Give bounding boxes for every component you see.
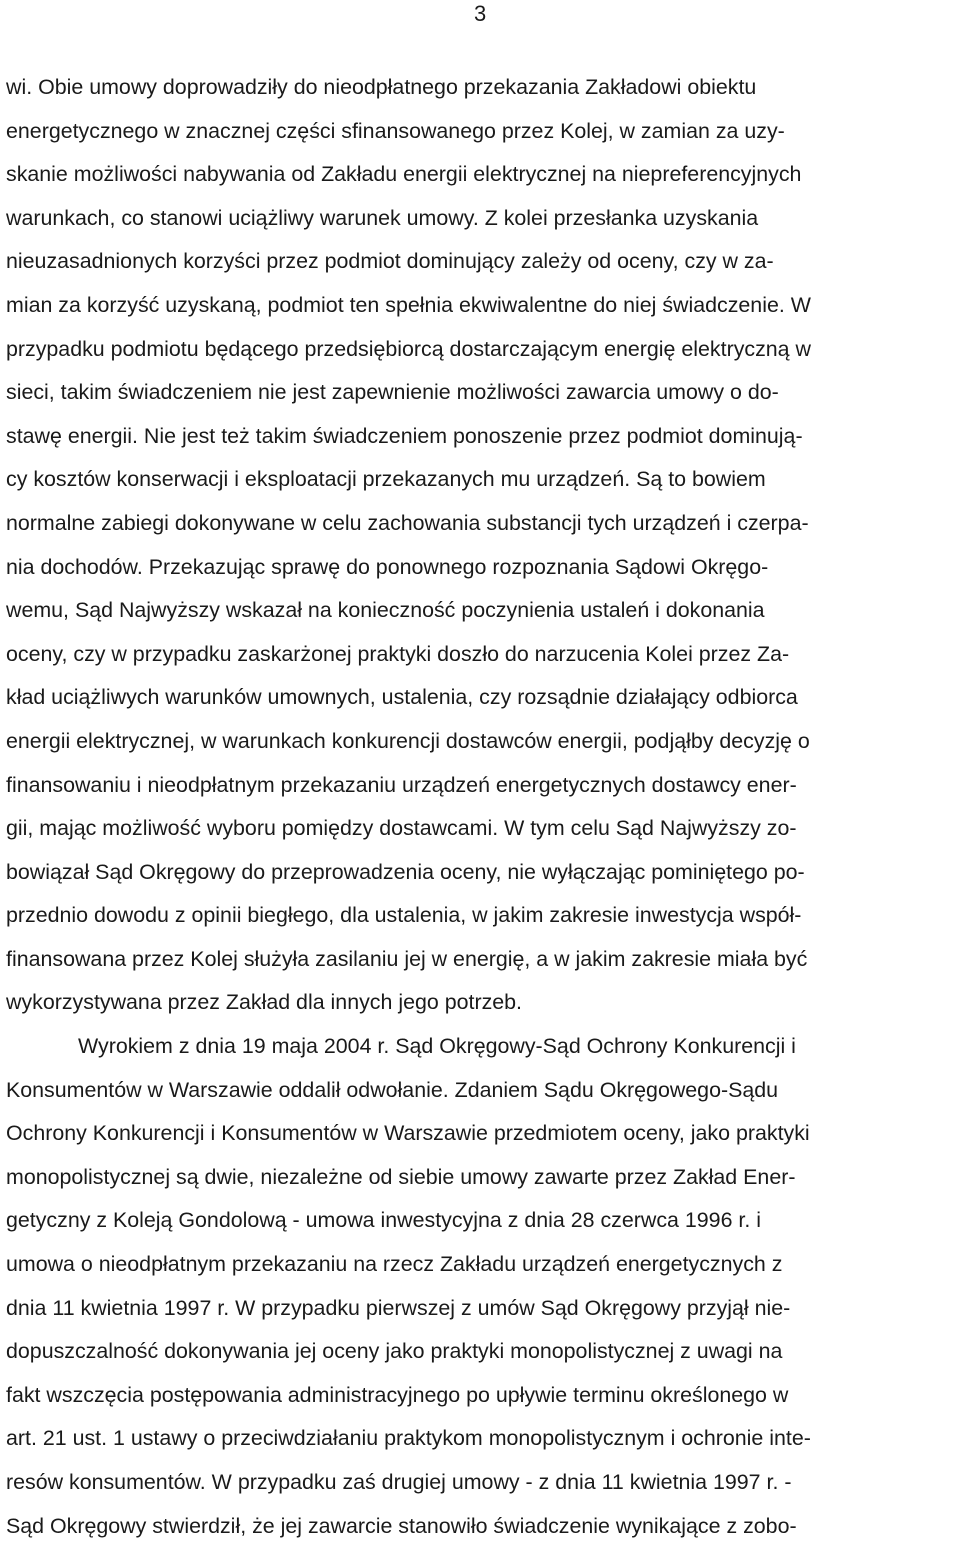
text-line: nieuzasadnionych korzyści przez podmiot dominujący zależy od oceny, czy w za- [6, 249, 774, 274]
text-line: przypadku podmiotu będącego przedsiębiorcą dostarczającym energię elektryczną w [6, 336, 811, 361]
text-line: dopuszczalność dokonywania jej oceny jako praktyki monopolistycznej z uwagi na [6, 1339, 783, 1364]
text-line: sieci, takim świadczeniem nie jest zapewnienie możliwości zawarcia umowy o do- [6, 380, 779, 405]
text-line: wemu, Sąd Najwyższy wskazał na konieczność poczynienia ustaleń i dokonania [6, 598, 765, 623]
text-line: normalne zabiegi dokonywane w celu zachowania substancji tych urządzeń i czerpa- [6, 510, 809, 535]
body-text [6, 66, 956, 1548]
page-number: 3 [474, 1, 487, 26]
text-line: umowa o nieodpłatnym przekazaniu na rzecz Zakładu urządzeń energetycznych z [6, 1252, 783, 1277]
text-line: energii elektrycznej, w warunkach konkurencji dostawców energii, podjąłby decyzję o [6, 728, 810, 753]
text-line: getyczny z Koleją Gondolową - umowa inwestycyjna z dnia 28 czerwca 1996 r. i [6, 1208, 761, 1233]
text-line: wi. Obie umowy doprowadziły do nieodpłatnego przekazania Zakładowi obiektu [6, 75, 757, 99]
text-line: nia dochodów. Przekazując sprawę do ponownego rozpoznania Sądowi Okręgo- [6, 554, 769, 579]
text-line: resów konsumentów. W przypadku zaś drugiej umowy - z dnia 11 kwietnia 1997 r. - [6, 1470, 792, 1494]
text-line: cy kosztów konserwacji i eksploatacji przekazanych mu urządzeń. Są to bowiem [6, 467, 766, 492]
text-line: monopolistycznej są dwie, niezależne od siebie umowy zawarte przez Zakład Ener- [6, 1164, 796, 1189]
text-line: wykorzystywana przez Zakład dla innych jego potrzeb. [6, 990, 522, 1015]
text-line: kład uciążliwych warunków umownych, ustalenia, czy rozsądnie działający odbiorca [6, 685, 798, 710]
text-line: warunkach, co stanowi uciążliwy warunek umowy. Z kolei przesłanka uzyskania [6, 205, 759, 230]
text-line: finansowaniu i nieodpłatnym przekazaniu urządzeń energetycznych dostawcy ener- [6, 772, 797, 797]
paragraph-start-line: Wyrokiem z dnia 19 maja 2004 r. Sąd Okręgowy-Sąd Ochrony Konkurencji i [78, 1034, 796, 1059]
text-line: Sąd Okręgowy stwierdził, że jej zawarcie stanowiło świadczenie wynikające z zobo- [6, 1513, 797, 1538]
text-line: skanie możliwości nabywania od Zakładu energii elektrycznej na niepreferencyjnych [6, 162, 802, 187]
text-line: art. 21 ust. 1 ustawy o przeciwdziałaniu praktykom monopolistycznym i ochronie inte- [6, 1426, 811, 1451]
text-line: dnia 11 kwietnia 1997 r. W przypadku pierwszej z umów Sąd Okręgowy przyjął nie- [6, 1295, 791, 1320]
text-line: fakt wszczęcia postępowania administracyjnego po upływie terminu określonego w [6, 1382, 789, 1407]
text-line: przednio dowodu z opinii biegłego, dla ustalenia, w jakim zakresie inwestycja współ- [6, 903, 802, 928]
text-line: Konsumentów w Warszawie oddalił odwołanie. Zdaniem Sądu Okręgowego-Sądu [6, 1077, 779, 1102]
text-line: bowiązał Sąd Okręgowy do przeprowadzenia oceny, nie wyłączając pominiętego po- [6, 859, 805, 884]
text-line: energetycznego w znacznej części sfinansowanego przez Kolej, w zamian za uzy- [6, 118, 785, 143]
text-line: finansowana przez Kolej służyła zasilaniu jej w energię, a w jakim zakresie miała być [6, 946, 808, 971]
text-line: gii, mając możliwość wyboru pomiędzy dostawcami. W tym celu Sąd Najwyższy zo- [6, 816, 797, 841]
text-line: mian za korzyść uzyskaną, podmiot ten spełnia ekwiwalentne do niej świadczenie. W [6, 292, 811, 317]
text-line: Ochrony Konkurencji i Konsumentów w Warszawie przedmiotem oceny, jako praktyki [6, 1121, 810, 1146]
text-line: oceny, czy w przypadku zaskarżonej praktyki doszło do narzucenia Kolei przez Za- [6, 641, 790, 666]
text-line: stawę energii. Nie jest też takim świadczeniem ponoszenie przez podmiot dominują- [6, 423, 803, 448]
